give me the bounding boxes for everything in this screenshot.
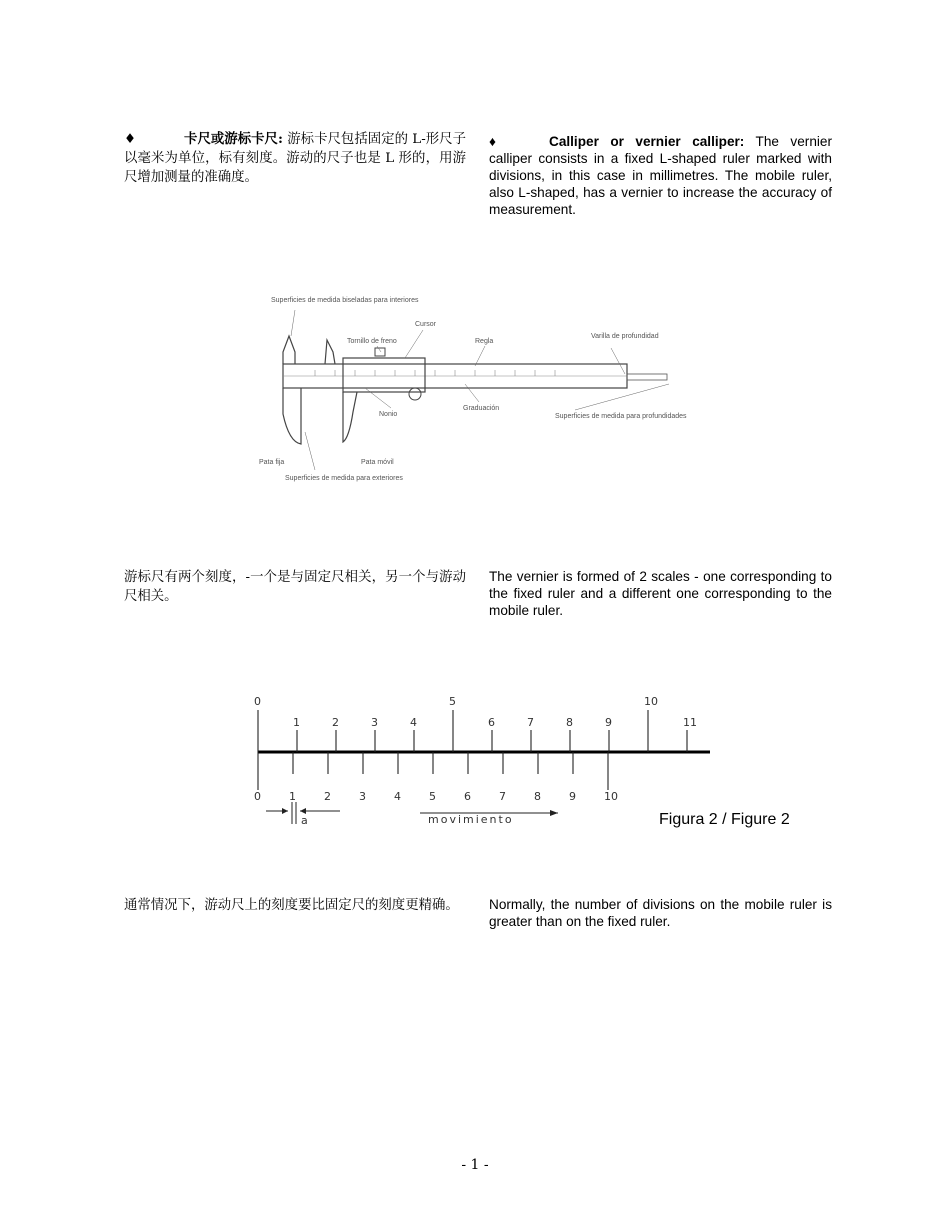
bullet-icon: ♦: [124, 132, 137, 147]
en-vernier-text: The vernier is formed of 2 scales - one corresponding to the fixed ruler and a different one corresponding to the mobile ruler.: [489, 569, 832, 618]
zh-term-body: 游标卡尺包括固定的 L-形尺子以毫米为单位，标有刻度。游动的尺子也是 L 形的，用游尺增加测量的准确度。: [124, 132, 466, 185]
fixed-scale-label: 10: [644, 695, 658, 708]
vernier-scale-label: 7: [499, 790, 506, 803]
label-nonio: Nonio: [379, 411, 398, 418]
fixed-scale-label: 2: [332, 716, 339, 729]
label-varilla: Varilla de profundidad: [591, 333, 659, 340]
figure-caption: Figura 2 / Figure 2: [659, 811, 790, 828]
zh-paragraph-2: [124, 568, 466, 606]
label-tornillo: Tornillo de freno: [347, 338, 397, 345]
vernier-scale-label: 10: [604, 790, 618, 803]
label-superficies-interiores: Superficies de medida biseladas para interiores: [271, 297, 419, 304]
vernier-scale-label: 0: [254, 790, 261, 803]
en-paragraph-2: [489, 568, 832, 619]
fixed-scale-label: 4: [410, 716, 417, 729]
vernier-scale-label: 1: [289, 790, 296, 803]
small-distance-label: a: [301, 814, 308, 827]
zh-divisions-text: 通常情况下，游动尺上的刻度要比固定尺的刻度更精确。: [124, 898, 459, 913]
en-term-title: Calliper or vernier calliper:: [549, 134, 745, 149]
fixed-scale-label: 8: [566, 716, 573, 729]
vernier-scale-label: 6: [464, 790, 471, 803]
zh-paragraph-3: [124, 896, 466, 915]
page-number: - 1 -: [461, 1157, 489, 1173]
zh-term-title: 卡尺或游标卡尺:: [184, 131, 283, 147]
vernier-scale-label: 9: [569, 790, 576, 803]
fixed-scale-label: 3: [371, 716, 378, 729]
vernier-scale-label: 3: [359, 790, 366, 803]
en-paragraph-1: [489, 133, 832, 218]
fixed-scale-label: 9: [605, 716, 612, 729]
zh-vernier-text: 游标尺有两个刻度，-一个是与固定尺相关，另一个与游动尺相关。: [124, 570, 466, 604]
fixed-scale-label: 6: [488, 716, 495, 729]
zh-paragraph-1: [124, 130, 466, 187]
en-paragraph-3: [489, 896, 832, 930]
calliper-diagram: [255, 292, 695, 507]
bullet-icon: ♦: [489, 134, 496, 149]
vernier-scale-label: 8: [534, 790, 541, 803]
en-term-body: The vernier calliper consists in a fixed L-shaped ruler marked with divisions, in this case in millimetres. The mobile ruler, also L-shaped, has a vernier to increase the accuracy of measurement.: [489, 134, 832, 217]
label-pata-fija: Pata fija: [259, 459, 285, 466]
en-divisions-text: Normally, the number of divisions on the mobile ruler is greater than on the fixed ruler.: [489, 897, 832, 929]
vernier-scale-label: 4: [394, 790, 401, 803]
vernier-scale-diagram: [248, 692, 718, 832]
label-pata-movil: Pata móvil: [361, 459, 394, 466]
label-superficies-profundidades: Superficies de medida para profundidades: [555, 413, 687, 420]
vernier-scale-label: 5: [429, 790, 436, 803]
fixed-scale-label: 11: [683, 716, 697, 729]
fixed-scale-label: 0: [254, 695, 261, 708]
label-superficies-exteriores: Superficies de medida para exteriores: [285, 475, 403, 482]
vernier-scale-label: 2: [324, 790, 331, 803]
fixed-scale-label: 7: [527, 716, 534, 729]
label-graduacion: Graduación: [463, 405, 500, 412]
movement-label: movimiento: [428, 813, 514, 826]
fixed-scale-label: 1: [293, 716, 300, 729]
fixed-scale-label: 5: [449, 695, 456, 708]
label-cursor: Cursor: [415, 321, 437, 328]
label-regla: Regla: [475, 338, 494, 345]
